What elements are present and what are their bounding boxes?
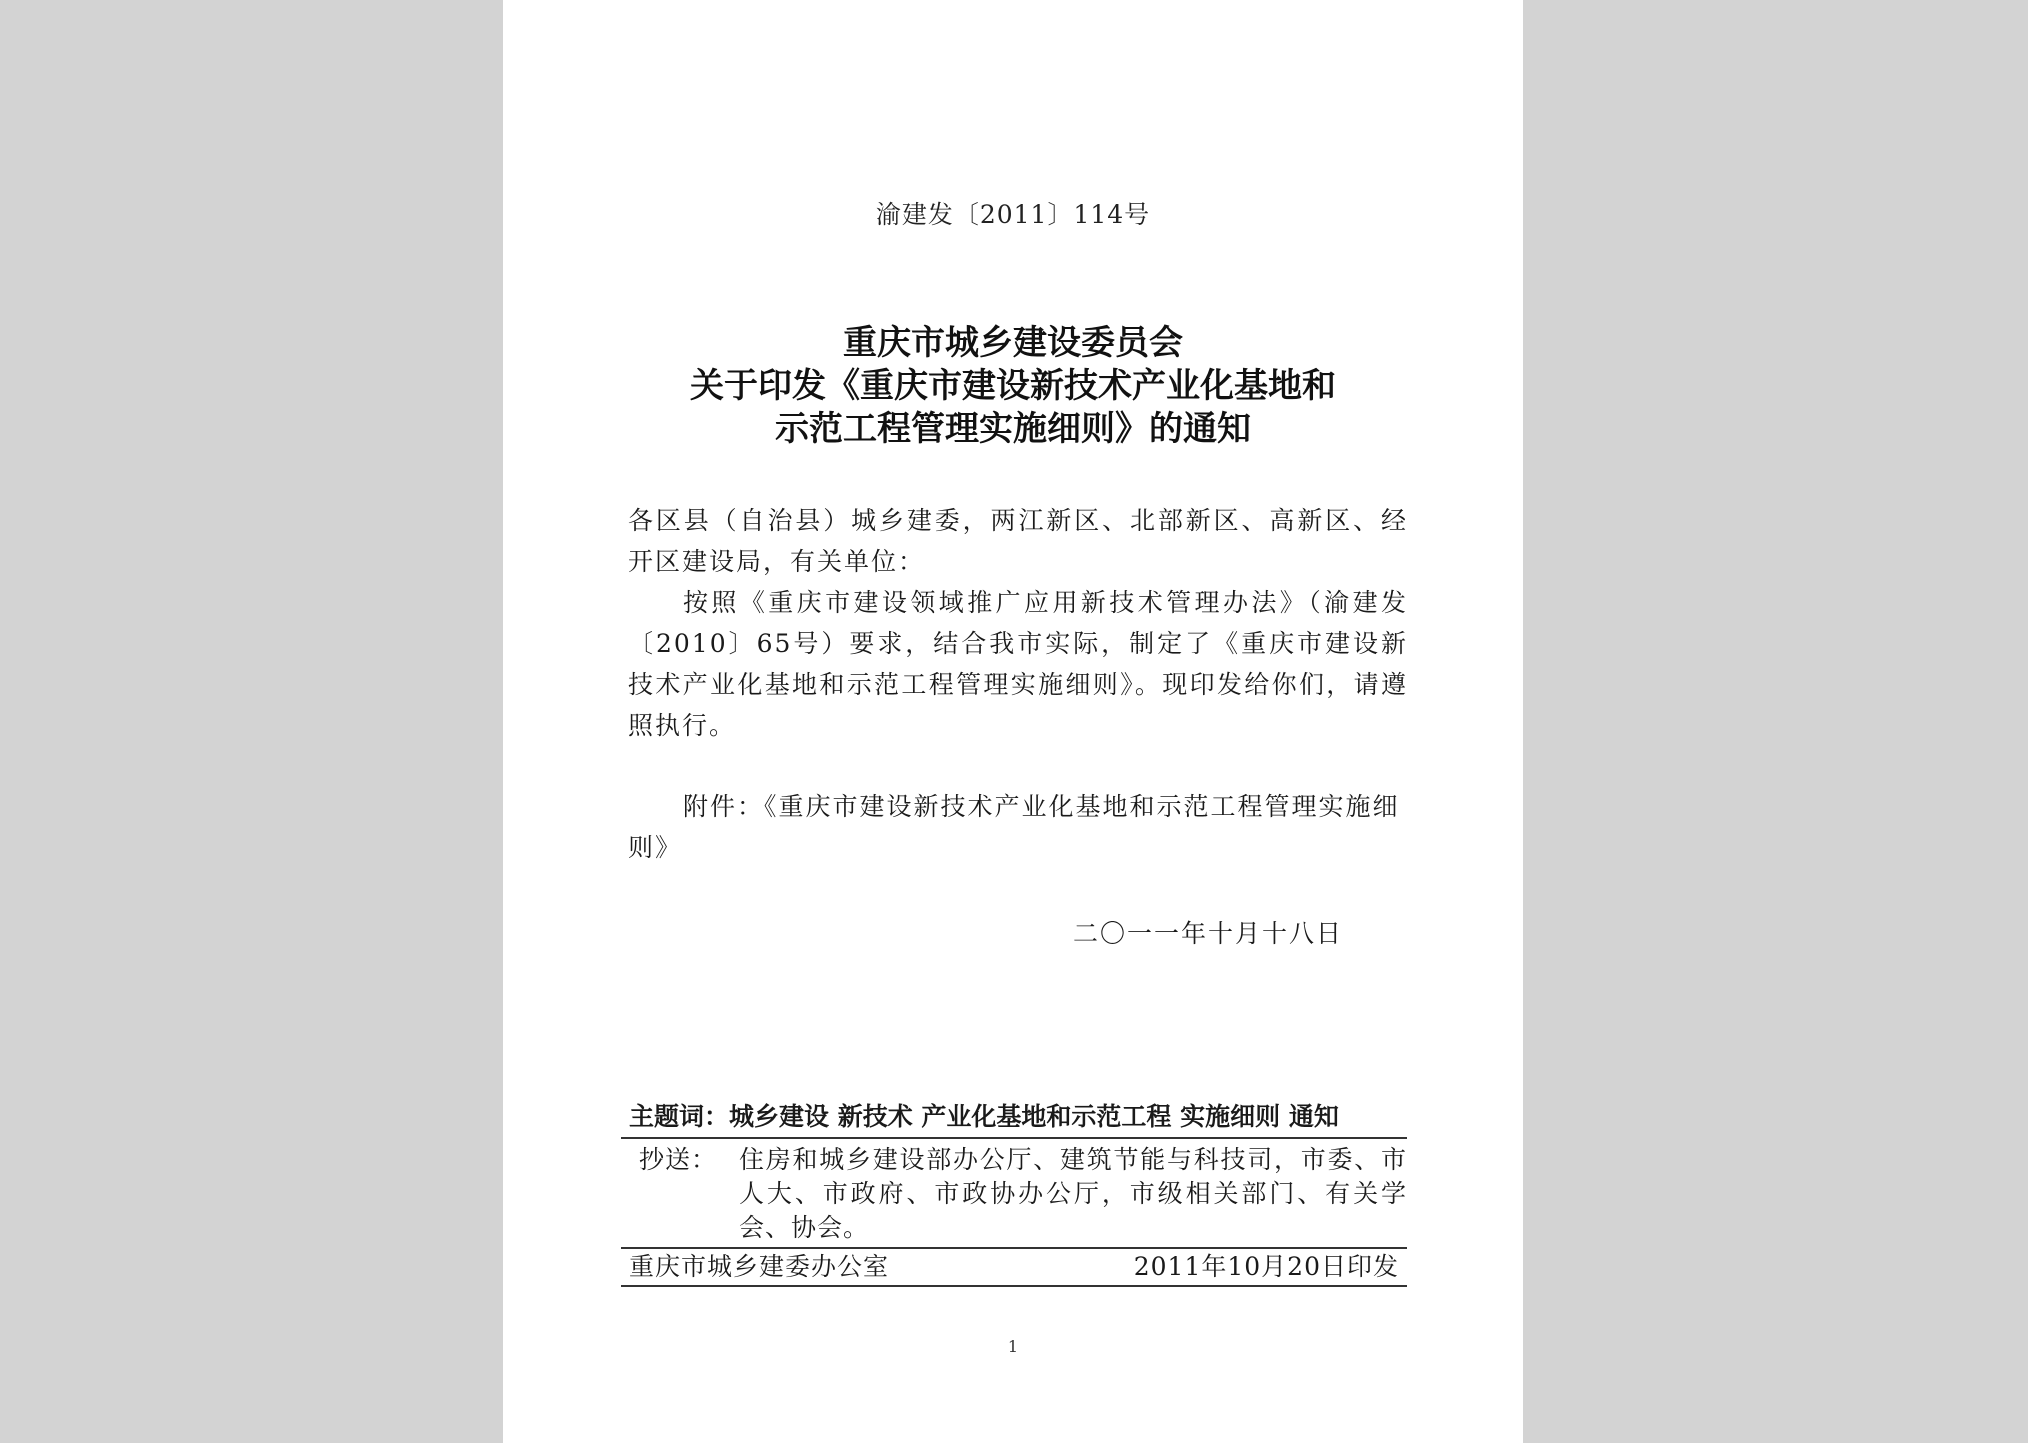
attachment-section <box>628 786 1408 868</box>
body-paragraph: 按照《重庆市建设领域推广应用新技术管理办法》（渝建发〔2010〕65号）要求，结合我市实际，制定了《重庆市建设新技术产业化基地和示范工程管理实施细则》。现印发给你们，请遵照执行。 <box>628 588 1408 740</box>
document-title <box>503 322 1523 451</box>
title-line-3: 示范工程管理实施细则》的通知 <box>775 409 1251 449</box>
document-body <box>628 500 1408 746</box>
document-footer <box>621 1097 1407 1287</box>
issue-row <box>621 1249 1407 1287</box>
document-page <box>503 0 1523 1443</box>
title-line-1: 重庆市城乡建设委员会 <box>843 323 1183 363</box>
page-number: 1 <box>1007 1337 1019 1356</box>
cc-label: 抄送： <box>639 1145 718 1174</box>
issue-date: 2011年10月20日印发 <box>1133 1252 1399 1281</box>
signing-date: 二〇一一年十月十八日 <box>1073 919 1344 948</box>
title-line-2: 关于印发《重庆市建设新技术产业化基地和 <box>690 366 1336 406</box>
cc-section <box>621 1139 1407 1249</box>
addressee: 各区县（自治县）城乡建委，两江新区、北部新区、高新区、经开区建设局，有关单位： <box>628 506 1408 576</box>
subject-keywords: 主题词：城乡建设 新技术 产业化基地和示范工程 实施细则 通知 <box>621 1097 1407 1139</box>
issuer: 重庆市城乡建委办公室 <box>629 1252 890 1281</box>
cc-recipients: 住房和城乡建设部办公厅、建筑节能与科技司，市委、市人大、市政府、市政协办公厅，市级相关部门、有关学会、协会。 <box>739 1145 1407 1242</box>
attachment-note: 附件：《重庆市建设新技术产业化基地和示范工程管理实施细则》 <box>628 792 1400 862</box>
document-number: 渝建发〔2011〕114号 <box>875 200 1151 229</box>
